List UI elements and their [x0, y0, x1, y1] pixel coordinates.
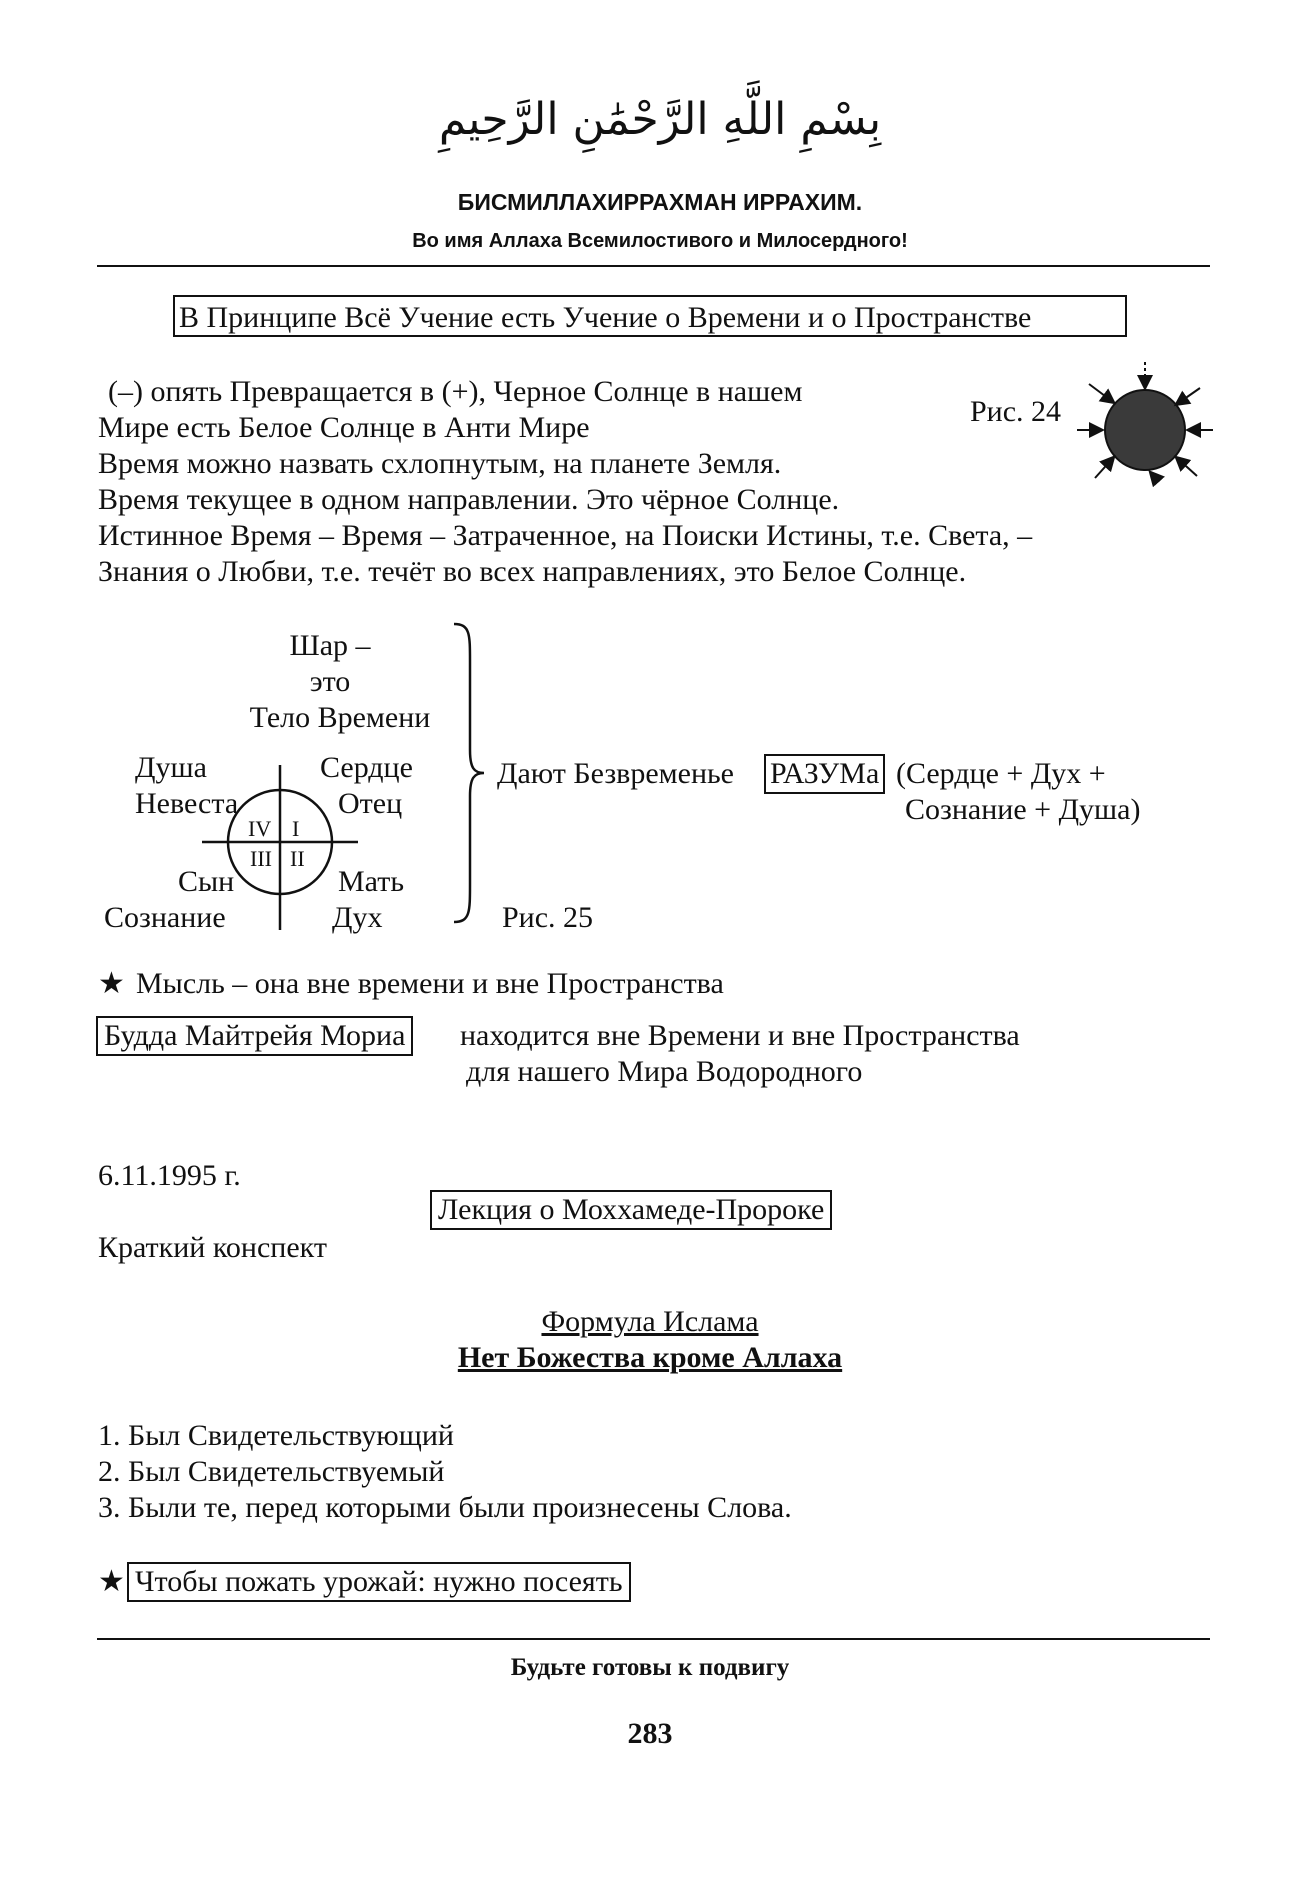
list-item-2: 2. Был Свидетельствуемый [98, 1455, 445, 1488]
principle-box: В Принципе Всё Учение есть Учение о Времени и о Пространстве [173, 295, 1127, 337]
sun-line-2: Мире есть Белое Солнце в Анти Мире [98, 411, 590, 444]
summary-label: Краткий конспект [98, 1231, 327, 1264]
figure-25-label: Рис. 25 [502, 901, 594, 934]
sphere-line-2: это [309, 665, 351, 698]
label-heart: Сердце [320, 751, 413, 784]
thought-text: Мысль – она вне времени и вне Пространства [136, 967, 724, 1000]
footer-motto: Будьте готовы к подвигу [510, 1654, 790, 1681]
buddha-line-2: для нашего Мира Водородного [466, 1055, 863, 1088]
sphere-line-1: Шар – [289, 629, 371, 662]
list-item-1: 1. Был Свидетельствующий [98, 1419, 454, 1452]
sphere-line-3: Тело Времени [249, 701, 431, 734]
label-son: Сын [178, 865, 235, 898]
formula-line-2: Сознание + Душа) [905, 793, 1141, 826]
list-item-3: 3. Были те, перед которыми были произнесены Слова. [98, 1491, 792, 1524]
basmala-calligraphy: بِسْمِ اللَّهِ الرَّحْمَٰنِ الرَّحِيمِ [438, 94, 882, 145]
buddha-line-1: находится вне Времени и вне Пространства [460, 1019, 1020, 1052]
formula-subtitle: Нет Божества кроме Аллаха [457, 1341, 843, 1374]
black-sun-icon [1105, 390, 1185, 470]
formula-title: Формула Ислама [541, 1305, 759, 1338]
sun-line-4: Время текущее в одном направлении. Это чёрное Солнце. [98, 483, 840, 516]
label-mother: Мать [338, 865, 405, 898]
page-header-title: БИСМИЛЛАХИРРАХМАН ИРРАХИМ. [457, 189, 863, 215]
buddha-box: Будда Майтрейя Мориа [96, 1016, 413, 1056]
time-sphere-diagram [180, 760, 383, 940]
right-brace [448, 622, 488, 924]
lecture-date: 6.11.1995 г. [98, 1159, 241, 1192]
label-spirit: Дух [332, 901, 383, 934]
razum-box: РАЗУМа [764, 754, 885, 794]
quadrant-ii: II [290, 846, 305, 871]
sun-line-5: Истинное Время – Время – Затраченное, на Поиски Истины, т.е. Света, – [98, 519, 1033, 552]
label-soul: Душа [135, 751, 207, 784]
harvest-box: Чтобы пожать урожай: нужно посеять [127, 1562, 631, 1602]
formula-line-1: (Сердце + Дух + [896, 757, 1106, 790]
label-consciousness: Сознание [104, 901, 226, 934]
give-timelessness-text: Дают Безвременье [497, 757, 734, 790]
quadrant-i: I [292, 816, 300, 841]
harvest-star-icon: ★ [98, 1565, 125, 1598]
header-rule [97, 265, 1210, 267]
page-header-subtitle: Во имя Аллаха Всемилостивого и Милосердного! [412, 230, 908, 252]
figure-24-label: Рис. 24 [970, 395, 1062, 428]
black-sun-figure [1075, 360, 1215, 500]
lecture-title-box: Лекция о Моххамеде-Пророке [430, 1190, 832, 1230]
sun-line-1: (–) опять Превращается в (+), Черное Солнце в нашем [108, 375, 803, 408]
sun-line-3: Время можно назвать схлопнутым, на планете Земля. [98, 447, 782, 480]
footer-rule [97, 1638, 1210, 1640]
thought-star-icon: ★ [98, 967, 125, 1000]
page-number: 283 [627, 1717, 673, 1750]
label-bride: Невеста [135, 787, 239, 820]
quadrant-iii: III [250, 846, 272, 871]
sun-line-6: Знания о Любви, т.е. течёт во всех направлениях, это Белое Солнце. [98, 555, 967, 588]
quadrant-iv: IV [248, 816, 272, 841]
label-father: Отец [338, 787, 403, 820]
